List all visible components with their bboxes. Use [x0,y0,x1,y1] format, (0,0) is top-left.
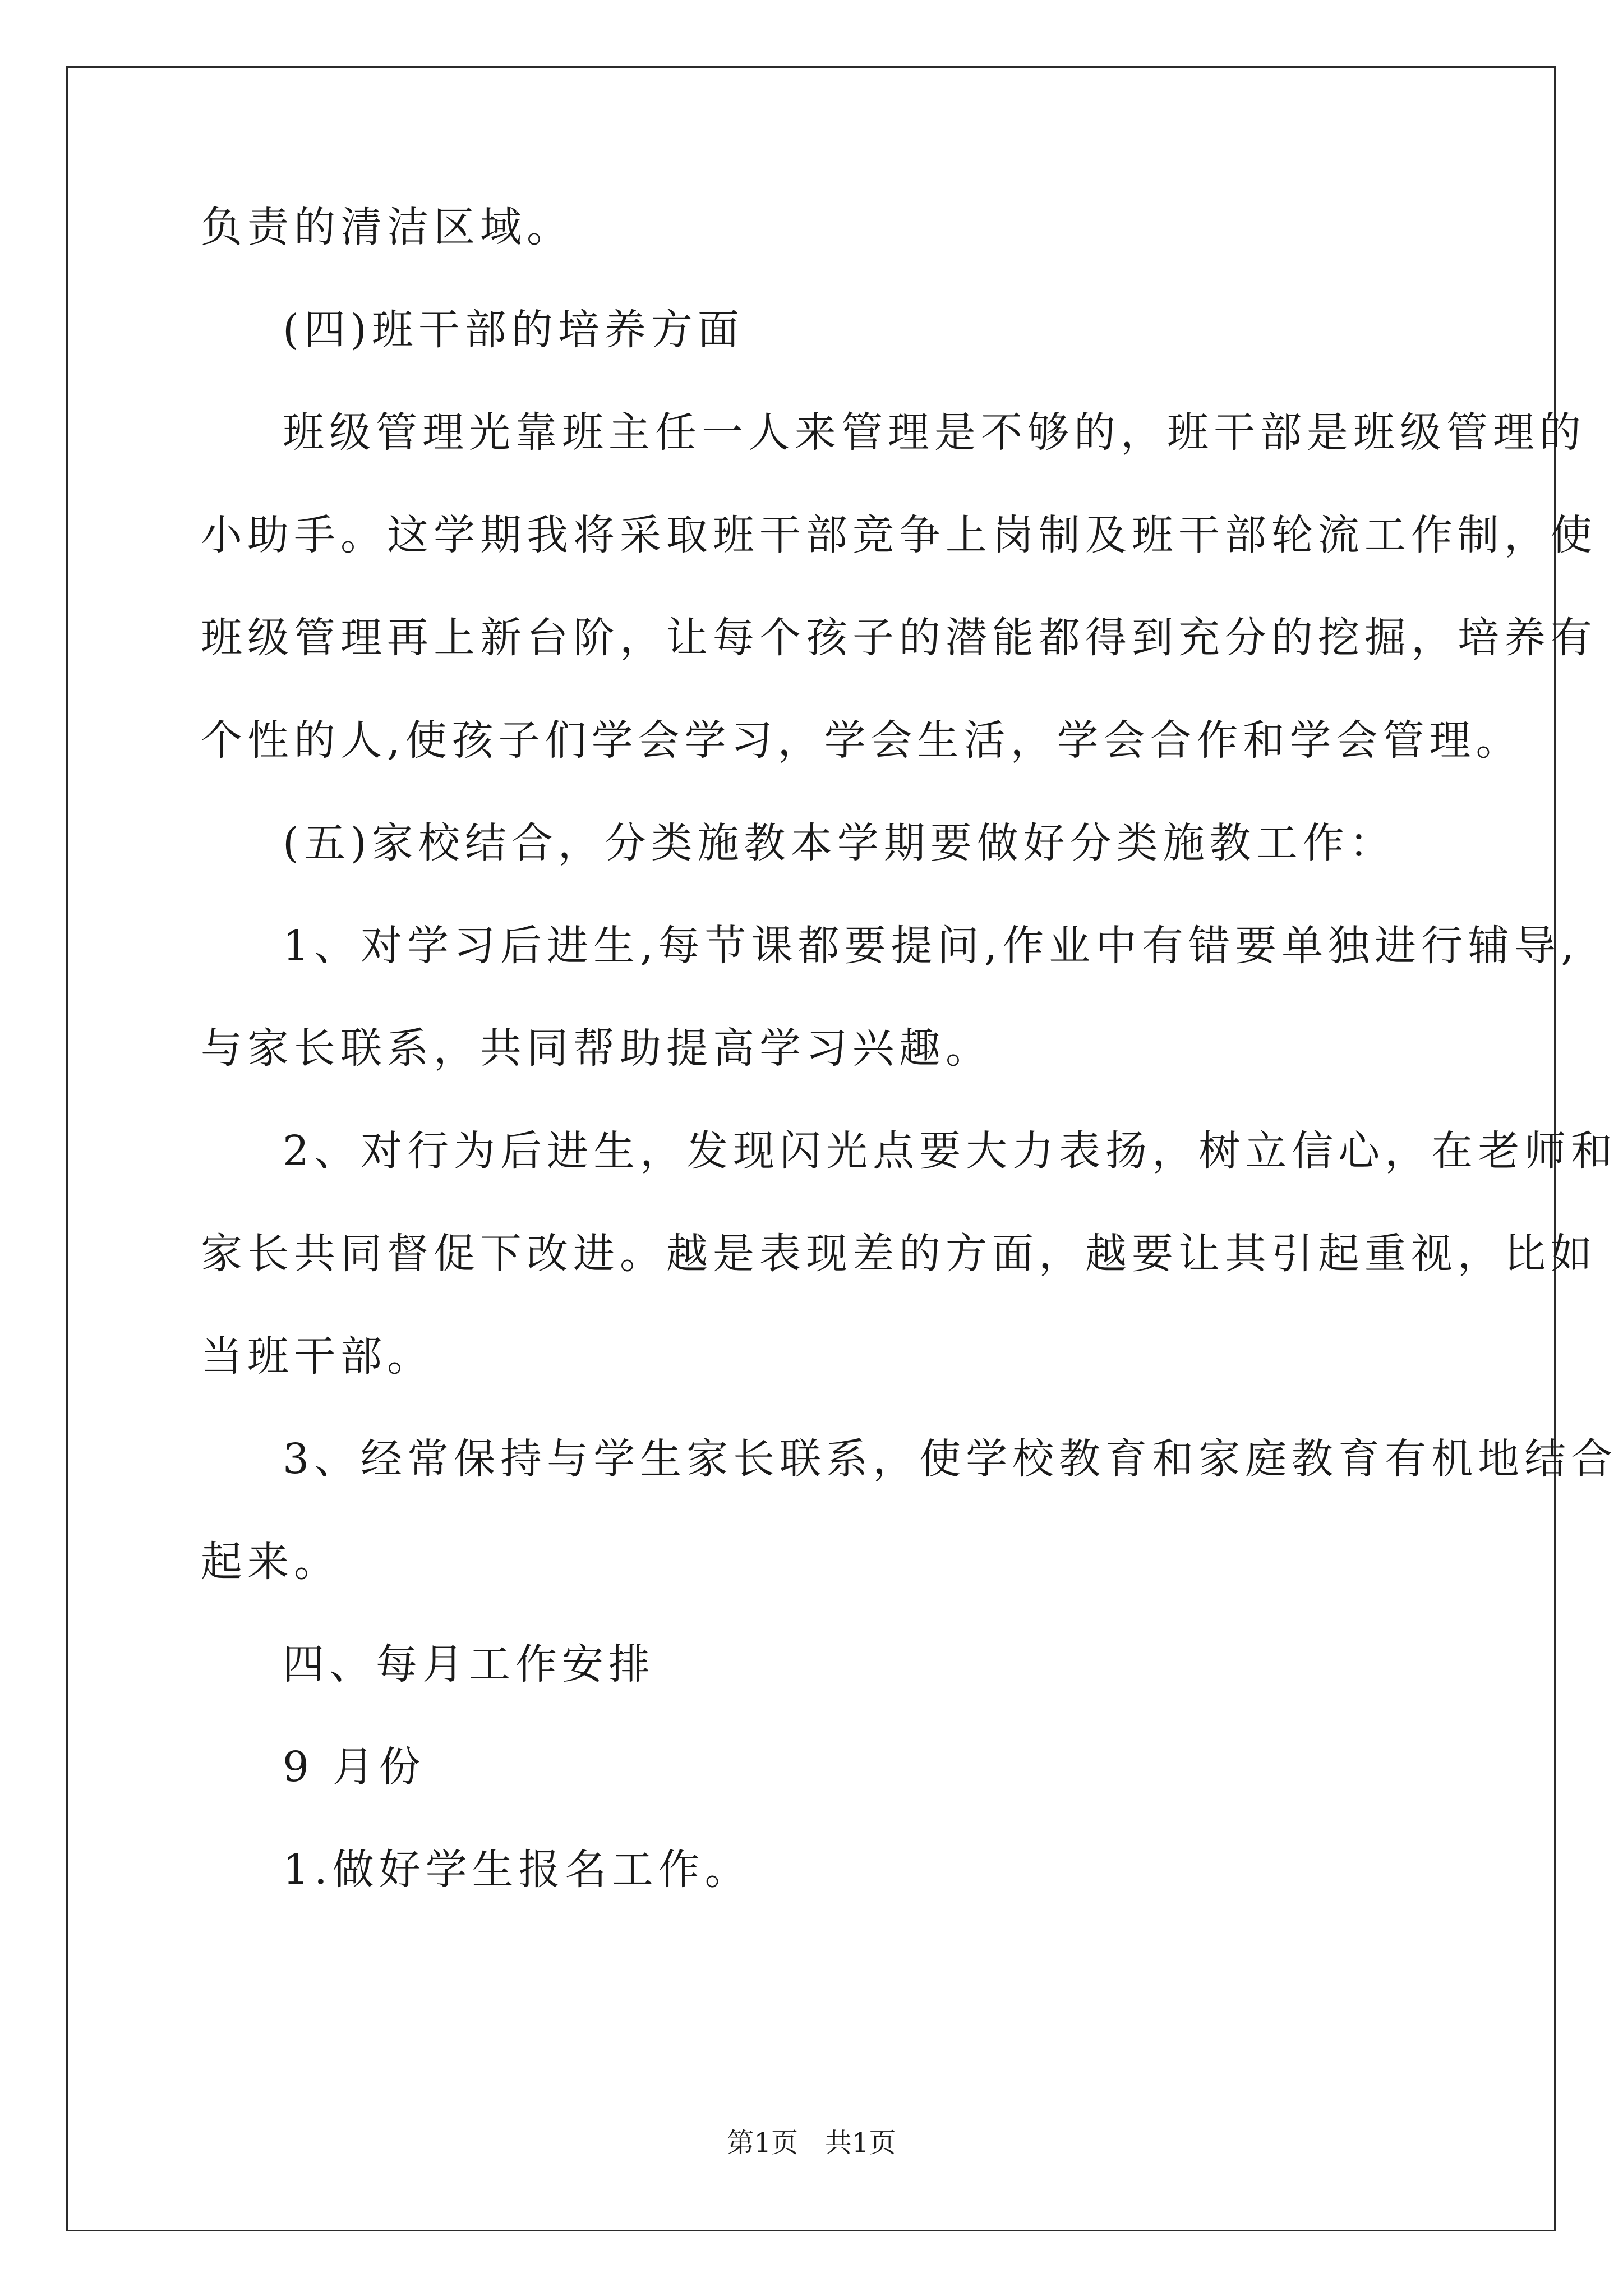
text-line: 当班干部。 [201,1332,434,1381]
text-line: 班级管理再上新台阶，让每个孩子的潜能都得到充分的挖掘，培养有 [201,614,1597,662]
text-line: 家长共同督促下改进。越是表现差的方面，越要让其引起重视，比如 [201,1230,1597,1278]
text-line: 与家长联系，共同帮助提高学习兴趣。 [201,1024,992,1073]
page-footer: 第1页 共1页 [727,2127,896,2159]
text-line: 2、对行为后进生，发现闪光点要大力表扬，树立信心，在老师和 [283,1127,1618,1175]
text-line: 小助手。这学期我将采取班干部竞争上岗制及班干部轮流工作制，使 [201,511,1597,559]
text-line: 3、经常保持与学生家长联系，使学校教育和家庭教育有机地结合 [283,1435,1618,1483]
text-line: 起来。 [201,1538,340,1586]
text-line: 1、对学习后进生,每节课都要提问,作业中有错要单独进行辅导, [283,922,1579,970]
text-line: 班级管理光靠班主任一人来管理是不够的，班干部是班级管理的 [283,408,1586,457]
section-heading: (四)班干部的培养方面 [283,306,744,354]
section-heading: 四、每月工作安排 [283,1640,655,1688]
month-heading: 9 月份 [283,1743,426,1791]
text-line: 个性的人,使孩子们学会学习，学会生活，学会合作和学会管理。 [201,716,1523,765]
text-line: 负责的清洁区域。 [201,203,573,251]
section-heading: (五)家校结合，分类施教本学期要做好分类施教工作： [283,819,1396,867]
text-line: 1.做好学生报名工作。 [283,1846,751,1894]
